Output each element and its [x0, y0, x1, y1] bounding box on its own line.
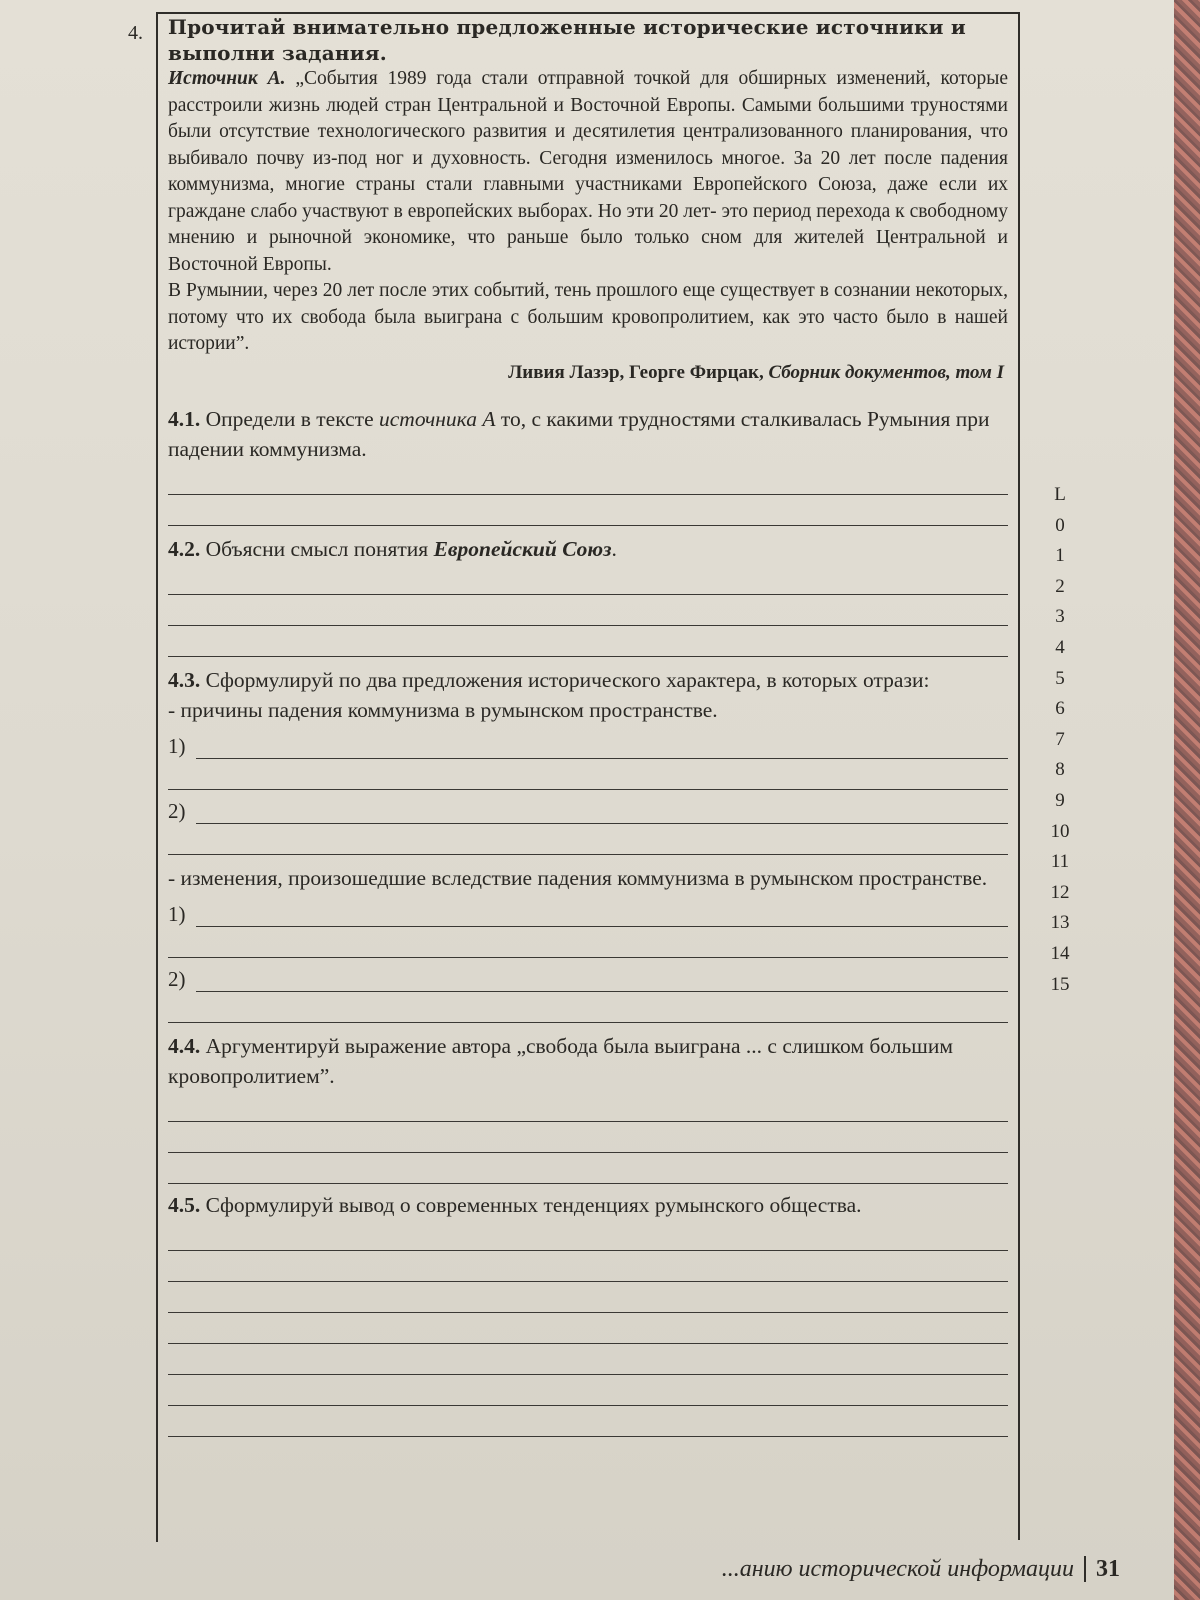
- line-number: 1): [168, 901, 186, 926]
- answer-line[interactable]: [168, 759, 1008, 790]
- score-option[interactable]: 8: [1055, 759, 1065, 781]
- numbered-answer-line[interactable]: [168, 725, 1008, 759]
- task-number-column: [100, 12, 158, 1542]
- question-number: 4.1.: [168, 406, 201, 431]
- question-text: Определи в тексте: [205, 406, 379, 431]
- question-4-5: [168, 1190, 1008, 1220]
- answer-line[interactable]: [168, 626, 1008, 657]
- score-option[interactable]: 4: [1055, 636, 1065, 658]
- source-a-paragraph-2: В Румынии, через 20 лет после этих событий, тень прошлого еще существует в сознании некоторых, потому что их свобода была выиграна с большим кровопролитием, как это часто было в нашей истории”.: [168, 280, 1008, 354]
- source-label: Источник А.: [168, 68, 286, 89]
- question-number: 4.2.: [168, 536, 201, 561]
- source-book: Сборник документов, том I: [768, 361, 1004, 383]
- answer-line[interactable]: [168, 824, 1008, 855]
- answer-line[interactable]: [168, 564, 1008, 595]
- score-option[interactable]: 10: [1050, 820, 1070, 842]
- score-option[interactable]: 0: [1055, 514, 1065, 536]
- term-european-union: Европейский Союз: [433, 536, 612, 561]
- numbered-answer-line[interactable]: [168, 790, 1008, 824]
- source-a: [168, 66, 1008, 278]
- answer-line[interactable]: [168, 1091, 1008, 1122]
- answer-line[interactable]: [168, 464, 1008, 495]
- answer-line[interactable]: [168, 927, 1008, 958]
- answer-line[interactable]: [168, 1406, 1008, 1437]
- score-option[interactable]: 2: [1055, 575, 1065, 597]
- answer-line[interactable]: [168, 1344, 1008, 1375]
- score-option[interactable]: 11: [1050, 851, 1070, 873]
- score-option[interactable]: 13: [1050, 912, 1070, 934]
- answer-line[interactable]: [168, 1375, 1008, 1406]
- score-option[interactable]: 1: [1055, 545, 1065, 567]
- question-number: 4.3.: [168, 667, 201, 692]
- answer-line[interactable]: [168, 1153, 1008, 1184]
- score-option[interactable]: 12: [1050, 881, 1070, 903]
- question-text-italic: источника А: [379, 406, 496, 431]
- source-authors: Ливия Лазэр, Георге Фирцак,: [508, 361, 764, 383]
- page-number: 31: [1084, 1556, 1120, 1582]
- numbered-answer-line[interactable]: [168, 958, 1008, 992]
- question-number: 4.4.: [168, 1033, 201, 1058]
- score-option[interactable]: 6: [1055, 698, 1065, 720]
- score-option[interactable]: 7: [1055, 728, 1065, 750]
- score-option[interactable]: 14: [1050, 942, 1070, 964]
- question-4-3: [168, 665, 1008, 695]
- question-text: Объясни смысл понятия: [205, 536, 434, 561]
- answer-line[interactable]: [168, 1313, 1008, 1344]
- subtask-changes: - изменения, произошедшие вследствие падения коммунизма в румынском пространстве.: [168, 865, 988, 890]
- answer-line[interactable]: [168, 1251, 1008, 1282]
- question-text: Аргументируй выражение автора „свобода была выиграна ... с слишком большим кровопролитием”.: [168, 1033, 953, 1088]
- question-text: то, с какими трудностями сталкивалась Румыния при падении коммунизма.: [168, 406, 990, 461]
- question-text: Сформулируй по два предложения исторического характера, в которых отрази:: [205, 667, 930, 692]
- subtask-causes: - причины падения коммунизма в румынском пространстве.: [168, 697, 718, 722]
- answer-line[interactable]: [168, 992, 1008, 1023]
- score-option[interactable]: 3: [1055, 606, 1065, 628]
- answer-line[interactable]: [168, 1220, 1008, 1251]
- answer-line[interactable]: [168, 1122, 1008, 1153]
- answer-line[interactable]: [168, 1282, 1008, 1313]
- task-number: 4.: [128, 22, 143, 44]
- question-4-1: [168, 404, 1008, 464]
- question-text: .: [611, 536, 617, 561]
- footer-section-title: ...анию исторической информации: [721, 1556, 1074, 1582]
- page-footer: [480, 1556, 1120, 1583]
- question-text: Сформулируй вывод о современных тенденциях румынского общества.: [205, 1192, 862, 1217]
- question-4-4: [168, 1031, 1008, 1091]
- task-instruction: Прочитай внимательно предложенные исторические источники и выполни задания.: [168, 15, 966, 65]
- score-label: L: [1054, 484, 1066, 505]
- line-number: 2): [168, 798, 186, 823]
- question-4-2: [168, 534, 1008, 564]
- score-scale: [1020, 480, 1100, 1000]
- question-number: 4.5.: [168, 1192, 201, 1217]
- line-number: 1): [168, 733, 186, 758]
- source-text: „События 1989 года стали отправной точкой для обширных изменений, которые расстроили жизнь людей стран Центральной и Восточной Европы. Самыми большими труностями были отсутствие технологического развития и десятилетия централизованного планирования, что выбивало почву из-под ног и духовность. Сегодня изменилось многое. За 20 лет после падения коммунизма, многие страны стали главными участниками Европейского Союза, даже если их граждане слабо участвуют в европейских выборах. Но эти 20 лет- это период перехода к свободному мнению и рыночной экономике, что раньше было только сном для жителей Центральной и Восточной Европы.: [168, 68, 1009, 275]
- score-option[interactable]: 5: [1055, 667, 1065, 689]
- score-option[interactable]: 9: [1055, 789, 1065, 811]
- background-fabric: [1174, 0, 1200, 1600]
- task-content: [168, 14, 1008, 1437]
- numbered-answer-line[interactable]: [168, 893, 1008, 927]
- line-number: 2): [168, 966, 186, 991]
- answer-line[interactable]: [168, 595, 1008, 626]
- source-attribution: [168, 362, 1004, 384]
- answer-line[interactable]: [168, 495, 1008, 526]
- score-option[interactable]: 15: [1050, 973, 1070, 995]
